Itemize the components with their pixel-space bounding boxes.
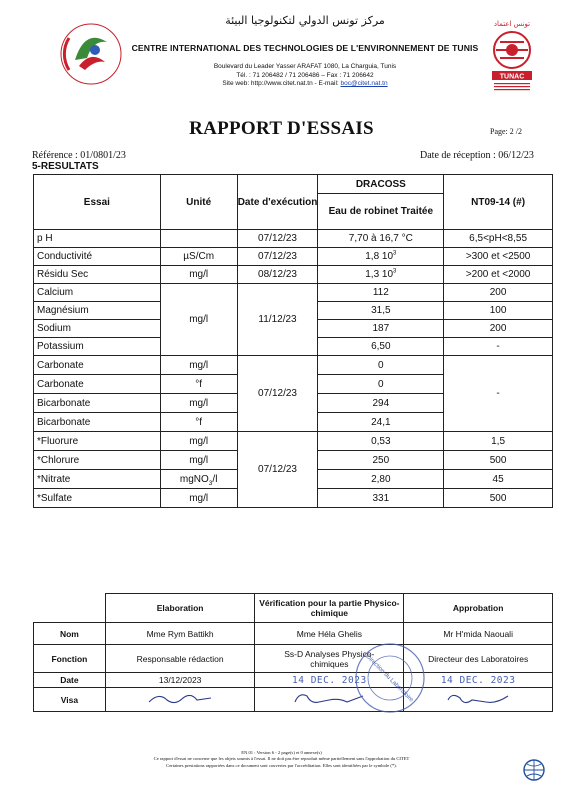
signature-row: [34, 623, 553, 645]
value-cell: 187: [318, 320, 444, 338]
norm-cell: >300 et <2500: [444, 248, 553, 266]
table-row: [34, 230, 553, 248]
norm-cell: -: [444, 356, 553, 432]
col-unite: Unité: [160, 175, 237, 230]
verif-cell: Mme Héla Ghelis: [255, 623, 404, 645]
norm-cell: 6,5<pH<8,55: [444, 230, 553, 248]
essai-cell: Sodium: [34, 320, 161, 338]
unit-cell: mg/l: [160, 489, 237, 508]
col-sample: Eau de robinet Traitée: [318, 194, 444, 230]
email-link[interactable]: boc@citet.nat.tn: [340, 80, 388, 88]
unit-cell: [160, 230, 237, 248]
date-cell: 07/12/23: [237, 248, 318, 266]
table-row: [34, 356, 553, 375]
verif-function-text: Ss-D Analyses Physico-chimiques: [284, 648, 375, 669]
results-table: [33, 174, 553, 508]
corner-cell: [34, 594, 106, 623]
essai-cell: *Fluorure: [34, 432, 161, 451]
col-elaboration: Elaboration: [105, 594, 255, 623]
elab-cell: Responsable rédaction: [105, 645, 255, 673]
col-product: DRACOSS: [318, 175, 444, 194]
tunac-logo: [482, 16, 542, 98]
essai-cell: Résidu Sec: [34, 266, 161, 284]
signature-appro: [438, 690, 518, 708]
elab-cell: 13/12/2023: [105, 673, 255, 688]
col-approbation: Approbation: [404, 594, 553, 623]
col-essai: Essai: [34, 175, 161, 230]
value-cell: 331: [318, 489, 444, 508]
value-mantissa: 1,8 10: [365, 251, 394, 262]
value-cell: [318, 248, 444, 266]
date-stamp: 14 DEC. 2023: [292, 674, 367, 686]
unit-cell: °f: [160, 413, 237, 432]
row-label: Fonction: [34, 645, 106, 673]
svg-text:تونس اعتماد: تونس اعتماد: [493, 20, 531, 28]
laboratory-stamp: [352, 640, 428, 716]
value-cell: 6,50: [318, 338, 444, 356]
value-mantissa: 1,3 10: [365, 269, 394, 280]
unit-tail: /l: [212, 473, 218, 485]
address-line: Boulevard du Leader Yasser ARAFAT 1080, La Charguia, Tunis: [213, 63, 397, 70]
unit-main: mgNO: [179, 473, 209, 485]
norm-cell: 1,5: [444, 432, 553, 451]
appro-cell: Directeur des Laboratoires: [404, 645, 553, 673]
col-date: Date d'exécution: [237, 175, 318, 230]
value-cell: 31,5: [318, 302, 444, 320]
value-cell: 0: [318, 375, 444, 394]
date-cell: 07/12/23: [237, 432, 318, 508]
signature-header-row: [34, 594, 553, 623]
table-row: [34, 248, 553, 266]
essai-cell: p H: [34, 230, 161, 248]
elab-visa: [105, 688, 255, 712]
unit-cell: [160, 470, 237, 489]
appro-cell: Mr H'mida Naouali: [404, 623, 553, 645]
value-cell: 0,53: [318, 432, 444, 451]
web-prefix: Site web: http://www.citet.nat.tn - E-mail:: [222, 80, 341, 88]
date-cell: 08/12/23: [237, 266, 318, 284]
table-row: [34, 432, 553, 451]
citet-logo: [55, 20, 127, 88]
essai-cell: Conductivité: [34, 248, 161, 266]
footer-version: EN.01 : Version 6 - 2 page(s) et 0 annexe(s): [241, 750, 322, 755]
norm-cell: 500: [444, 489, 553, 508]
col-verification: Vérification pour la partie Physico-chimique: [255, 594, 404, 623]
web-line: [130, 80, 480, 89]
reception-date: Date de réception : 06/12/23: [420, 150, 534, 161]
table-row: [34, 284, 553, 302]
value-cell: 294: [318, 394, 444, 413]
reference: Référence : 01/0801/23: [32, 150, 126, 161]
norm-cell: 45: [444, 470, 553, 489]
unit-cell: mg/l: [160, 394, 237, 413]
unit-cell: mg/l: [160, 284, 237, 356]
signature-row: [34, 645, 553, 673]
signature-table: [33, 593, 553, 712]
page-number: Page: 2 /2: [490, 127, 522, 136]
essai-cell: *Chlorure: [34, 451, 161, 470]
signature-row: [34, 688, 553, 712]
norm-cell: 500: [444, 451, 553, 470]
essai-cell: Potassium: [34, 338, 161, 356]
table-row: [34, 266, 553, 284]
date-cell: 07/12/23: [237, 356, 318, 432]
signature-row: [34, 673, 553, 688]
footer-disclaimer: Ce rapport d'essai ne concerne que les objets soumis à l'essai. Il ne doit pas être reproduit même partiellement sans l'approbation du CITET: [153, 756, 410, 762]
unit-subscript: 3: [208, 479, 213, 487]
col-norm: NT09-14 (#): [444, 175, 553, 230]
date-cell: 07/12/23: [237, 230, 318, 248]
essai-cell: Carbonate: [34, 356, 161, 375]
unit-cell: mg/l: [160, 432, 237, 451]
footer-accreditation: Certaines prestations rapportées dans ce document sont couvertes par l'accréditation. Elles sont identifiées par le symbole (*).: [166, 762, 397, 768]
row-label: Visa: [34, 688, 106, 712]
value-exponent: 3: [393, 268, 397, 275]
value-cell: 2,80: [318, 470, 444, 489]
unit-cell: mg/l: [160, 451, 237, 470]
section-heading: 5-RESULTATS: [32, 161, 99, 172]
value-cell: [318, 266, 444, 284]
essai-cell: *Sulfate: [34, 489, 161, 508]
value-cell: 7,70 à 16,7 °C: [318, 230, 444, 248]
date-cell: 11/12/23: [237, 284, 318, 356]
value-exponent: 3: [393, 250, 397, 257]
globe-logo: [522, 758, 546, 782]
unit-cell: mg/l: [160, 356, 237, 375]
center-name: CENTRE INTERNATIONAL DES TECHNOLOGIES DE L'ENVIRONNEMENT DE TUNIS: [131, 43, 479, 53]
stamp-label: Direction du Laboratoire: [364, 653, 415, 704]
signature-elab: [145, 690, 215, 708]
report-title: RAPPORT D'ESSAIS: [189, 118, 374, 139]
norm-cell: >200 et <2000: [444, 266, 553, 284]
norm-cell: 200: [444, 284, 553, 302]
value-cell: 24,1: [318, 413, 444, 432]
essai-cell: Bicarbonate: [34, 413, 161, 432]
value-cell: 112: [318, 284, 444, 302]
unit-cell: µS/Cm: [160, 248, 237, 266]
value-cell: 0: [318, 356, 444, 375]
essai-cell: Bicarbonate: [34, 394, 161, 413]
unit-cell: °f: [160, 375, 237, 394]
date-stamp: 14 DEC. 2023: [440, 674, 516, 686]
essai-cell: *Nitrate: [34, 470, 161, 489]
table-header-row: [34, 175, 553, 194]
norm-cell: -: [444, 338, 553, 356]
footer: [20, 750, 543, 769]
value-cell: 250: [318, 451, 444, 470]
address-block: [130, 63, 480, 89]
tunac-label: TUNAC: [499, 73, 525, 81]
row-label: Nom: [34, 623, 106, 645]
essai-cell: Carbonate: [34, 375, 161, 394]
arabic-center-name: مركز تونس الدولي لتكنولوجيا البيئة: [225, 14, 385, 27]
essai-cell: Magnésium: [34, 302, 161, 320]
phone-line: Tél. : 71 206482 / 71 206486 – Fax : 71 206642: [236, 71, 374, 79]
norm-cell: 200: [444, 320, 553, 338]
essai-cell: Calcium: [34, 284, 161, 302]
unit-cell: mg/l: [160, 266, 237, 284]
row-label: Date: [34, 673, 106, 688]
elab-cell: Mme Rym Battikh: [105, 623, 255, 645]
norm-cell: 100: [444, 302, 553, 320]
